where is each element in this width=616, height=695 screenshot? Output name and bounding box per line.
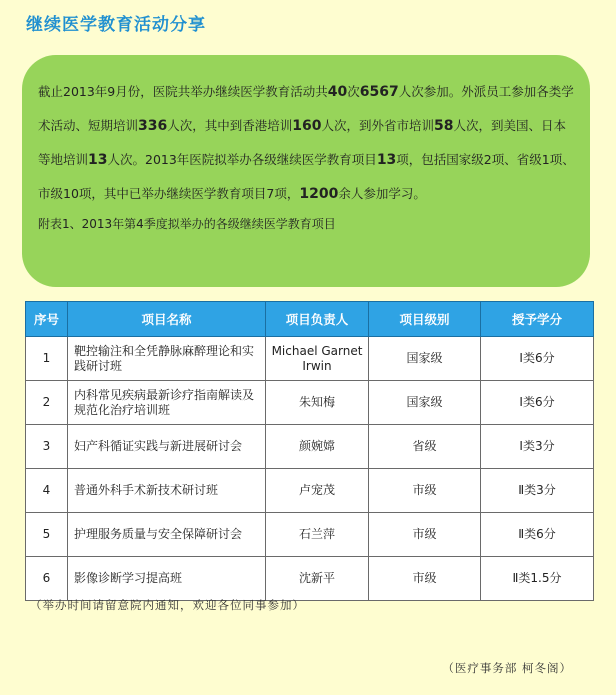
table-row	[26, 469, 594, 513]
summary-segment: 人次参加。外派员工参加各类学术活动、短期培训	[38, 84, 574, 133]
summary-number: 160	[292, 118, 322, 134]
summary-segment: 项，包括国家级2项、省级1项、市级10项，其中已举办继续医学教育项目7项，	[38, 152, 575, 201]
header-level: 项目级别	[369, 302, 481, 337]
summary-panel	[22, 55, 590, 287]
table-row	[26, 381, 594, 425]
cell-lead: 朱知梅	[266, 381, 369, 425]
signature: （医疗事务部 柯冬阁）	[442, 661, 572, 675]
cell-no: 6	[26, 557, 68, 601]
summary-segment: 余人参加学习。	[338, 186, 426, 201]
summary-number: 58	[434, 118, 454, 134]
summary-number: 336	[138, 118, 168, 134]
summary-number: 1200	[299, 186, 339, 202]
summary-number: 6567	[359, 84, 399, 100]
cell-level: 市级	[369, 557, 481, 601]
cell-name: 影像诊断学习提高班	[68, 557, 266, 601]
cell-level: 市级	[369, 469, 481, 513]
table-row	[26, 513, 594, 557]
cell-no: 2	[26, 381, 68, 425]
cell-credit: Ⅰ类6分	[481, 337, 594, 381]
footnote: （举办时间请留意院内通知，欢迎各位同事参加）	[30, 598, 305, 612]
cell-name: 普通外科手术新技术研讨班	[68, 469, 266, 513]
cell-no: 5	[26, 513, 68, 557]
cell-lead: 石兰萍	[266, 513, 369, 557]
header-no: 序号	[26, 302, 68, 337]
table-header-row	[26, 302, 594, 337]
cell-name: 护理服务质量与安全保障研讨会	[68, 513, 266, 557]
cell-no: 3	[26, 425, 68, 469]
cell-lead: 卢宠茂	[266, 469, 369, 513]
cell-lead: 沈新平	[266, 557, 369, 601]
summary-segment: 人次，其中到香港培训	[167, 118, 293, 133]
cell-name: 内科常见疾病最新诊疗指南解读及规范化治疗培训班	[68, 381, 266, 425]
cell-no: 1	[26, 337, 68, 381]
appendix-caption: 附表1、2013年第4季度拟举办的各级继续医学教育项目	[38, 217, 336, 231]
table-row	[26, 557, 594, 601]
cell-credit: Ⅰ类6分	[481, 381, 594, 425]
table-row	[26, 337, 594, 381]
cell-credit: Ⅱ类3分	[481, 469, 594, 513]
page-title: 继续医学教育活动分享	[26, 15, 206, 35]
summary-number: 13	[376, 152, 397, 168]
summary-number: 40	[327, 84, 348, 100]
course-table	[25, 301, 594, 601]
summary-text	[38, 75, 576, 211]
cell-level: 国家级	[369, 337, 481, 381]
cell-lead: 颜婉嫦	[266, 425, 369, 469]
cell-level: 市级	[369, 513, 481, 557]
cell-level: 国家级	[369, 381, 481, 425]
cell-name: 妇产科循证实践与新进展研讨会	[68, 425, 266, 469]
summary-segment: 次	[347, 84, 360, 99]
cell-level: 省级	[369, 425, 481, 469]
header-name: 项目名称	[68, 302, 266, 337]
summary-segment: 人次，到美国、日本等地培训	[38, 118, 567, 167]
summary-number: 13	[88, 152, 108, 168]
summary-segment: 人次。2013年医院拟举办各级继续医学教育项目	[107, 152, 377, 167]
cell-no: 4	[26, 469, 68, 513]
table-row	[26, 425, 594, 469]
header-lead: 项目负责人	[266, 302, 369, 337]
cell-credit: Ⅱ类6分	[481, 513, 594, 557]
cell-name: 靶控输注和全凭静脉麻醉理论和实践研讨班	[68, 337, 266, 381]
summary-segment: 截止2013年9月份，医院共举办继续医学教育活动共	[38, 84, 328, 99]
header-credit: 授予学分	[481, 302, 594, 337]
cell-credit: Ⅰ类3分	[481, 425, 594, 469]
cell-credit: Ⅱ类1.5分	[481, 557, 594, 601]
cell-lead: Michael Garnet Irwin	[266, 337, 369, 381]
summary-segment: 人次，到外省市培训	[321, 118, 435, 133]
